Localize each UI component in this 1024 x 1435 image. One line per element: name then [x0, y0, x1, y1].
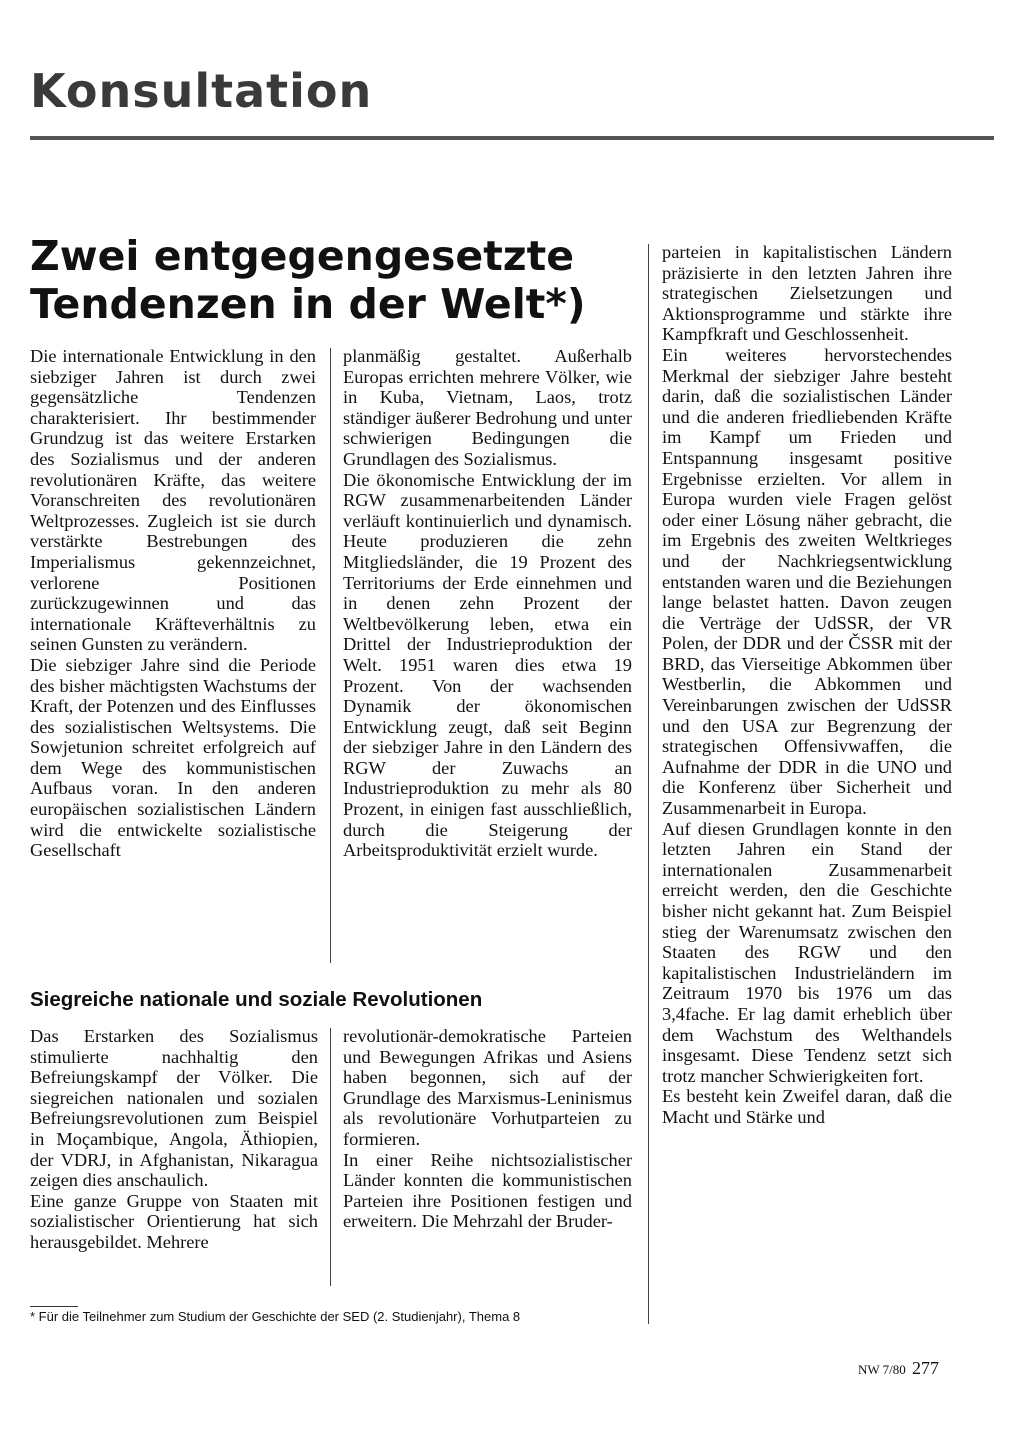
paragraph: Die ökonomische Entwicklung der im RGW zusammenarbeitenden Länder verläuft kontinuierlich und dynamisch. Heute produzieren die zehn Mitgliedsländer, die 19 Prozent des Territoriums der Erde einnehmen und in denen zehn Prozent der Weltbevölkerung leben, etwa ein Drittel der Industrieproduktion der Welt. 1951 waren dies etwa 19 Prozent. Von der wachsenden Dynamik der ökonomischen Entwicklung zeugt, daß seit Beginn der siebziger Jahre in den Ländern des RGW der Zuwachs an Industrieproduktion zu mehr als 80 Prozent, in einigen fast ausschließlich, durch die Steigerung der Arbeitsproduktivität erzielt wurde. — [343, 469, 632, 861]
section-heading: Konsultation — [30, 64, 373, 118]
page-number: 277 — [912, 1358, 939, 1378]
footnote-rule — [30, 1306, 78, 1307]
paragraph: Auf diesen Grundlagen konnte in den letzten Jahren ein Stand der internationalen Zusammenarbeit erreicht werden, den die Geschichte bisher nicht gekannt hat. Zum Beispiel stieg der Warenumsatz zwischen den Staaten des RGW und den kapitalistischen Industrieländern im Zeitraum 1970 bis 1976 um das 3,4fache. Er lag damit erheblich über dem Wachstum des Welthandels insgesamt. Diese Tendenz setzt sich trotz mancher Schwierigkeiten fort. — [662, 818, 952, 1086]
column-5 — [343, 1026, 632, 1232]
paragraph: Das Erstarken des Sozialismus stimulierte nachhaltig den Befreiungskampf der Völker. Die siegreichen nationalen und sozialen Befreiungsrevolutionen zum Beispiel in Moçambique, Angola, Äthiopien, der VDRJ, in Afghanistan, Nikaragua zeigen dies anschaulich. — [30, 1026, 318, 1191]
paragraph: Eine ganze Gruppe von Staaten mit sozialistischer Orientierung hat sich herausgebildet. Mehrere — [30, 1190, 318, 1252]
paragraph: Die siebziger Jahre sind die Periode des bisher mächtigsten Wachstums der Kraft, der Potenzen und des Einflusses des sozialistischen Weltsystems. Die Sowjetunion schreitet erfolgreich auf dem Wege des kommunistischen Aufbaus voran. In den anderen europäischen sozialistischen Ländern wird die entwickelte sozialistische Gesellschaft — [30, 654, 316, 861]
column-1 — [30, 346, 316, 861]
paragraph: Die internationale Entwicklung in den siebziger Jahren ist durch zwei gegensätzliche Tendenzen charakterisiert. Ihr bestimmender Grundzug ist das weitere Erstarken des Sozialismus und der anderen revolutionären Kräfte, das weitere Voranschreiten des revolutionären Weltprozesses. Zugleich ist sie durch verstärkte Bestrebungen des Imperialismus gekennzeichnet, verlorene Positionen zurückzugewinnen und das internationale Kräfteverhältnis zu seinen Gunsten zu verändern. — [30, 346, 316, 655]
column-2 — [343, 346, 632, 861]
footnote: * Für die Teilnehmer zum Studium der Geschichte der SED (2. Studienjahr), Thema 8 — [30, 1309, 521, 1324]
column-3 — [662, 242, 952, 1128]
title-line-1: Zwei entgegengesetzte — [30, 232, 575, 280]
paragraph: revolutionär-demokratische Parteien und Bewegungen Afrikas und Asiens haben begonnen, sich auf der Grundlage des Marxismus-Leninismus als revolutionäre Vorhutparteien zu formieren. — [343, 1026, 632, 1149]
column-divider — [330, 1028, 331, 1286]
issue-label: NW 7/80 — [858, 1362, 906, 1377]
column-4 — [30, 1026, 318, 1253]
title-line-2: Tendenzen in der Welt*) — [30, 280, 586, 328]
section-heading-rule — [30, 136, 994, 140]
paragraph: parteien in kapitalistischen Ländern präzisierte in den letzten Jahren ihre strategischen Zielsetzungen und Aktionsprogramme und stärkte ihre Kampfkraft und Geschlossenheit. — [662, 242, 952, 345]
article-title — [30, 232, 586, 328]
subheading: Siegreiche nationale und soziale Revolutionen — [30, 988, 483, 1011]
column-divider — [648, 244, 649, 1324]
paragraph: In einer Reihe nichtsozialistischer Länder konnten die kommunistischen Parteien ihre Positionen festigen und erweitern. Die Mehrzahl der Bruder- — [343, 1149, 632, 1232]
paragraph: Es besteht kein Zweifel daran, daß die Macht und Stärke und — [662, 1086, 952, 1127]
column-divider — [330, 348, 331, 963]
paragraph: planmäßig gestaltet. Außerhalb Europas errichten mehrere Völker, wie in Kuba, Vietnam, Laos, trotz ständiger äußerer Bedrohung und unter schwierigen Bedingungen die Grundlagen des Sozialismus. — [343, 346, 632, 469]
paragraph: Ein weiteres hervorstechendes Merkmal der siebziger Jahre besteht darin, daß die sozialistischen Länder und die anderen friedliebenden Kräfte im Kampf um Frieden und Entspannung insgesamt positive Ergebnisse erzielten. Vor allem in Europa wurden viele Fragen gelöst oder einer Lösung näher gebracht, die im Ergebnis des zweiten Weltkrieges und der Nachkriegsentwicklung entstanden waren und die Beziehungen lange belastet hatten. Davon zeugen die Verträge der UdSSR, der VR Polen, der DDR und der ČSSR mit der BRD, das Vierseitige Abkommen über Westberlin, die Abkommen und Vereinbarungen zwischen der UdSSR und den USA zur Begrenzung der strategischen Offensivwaffen, die Aufnahme der DDR in die UNO und die Konferenz über Sicherheit und Zusammenarbeit in Europa. — [662, 344, 952, 819]
